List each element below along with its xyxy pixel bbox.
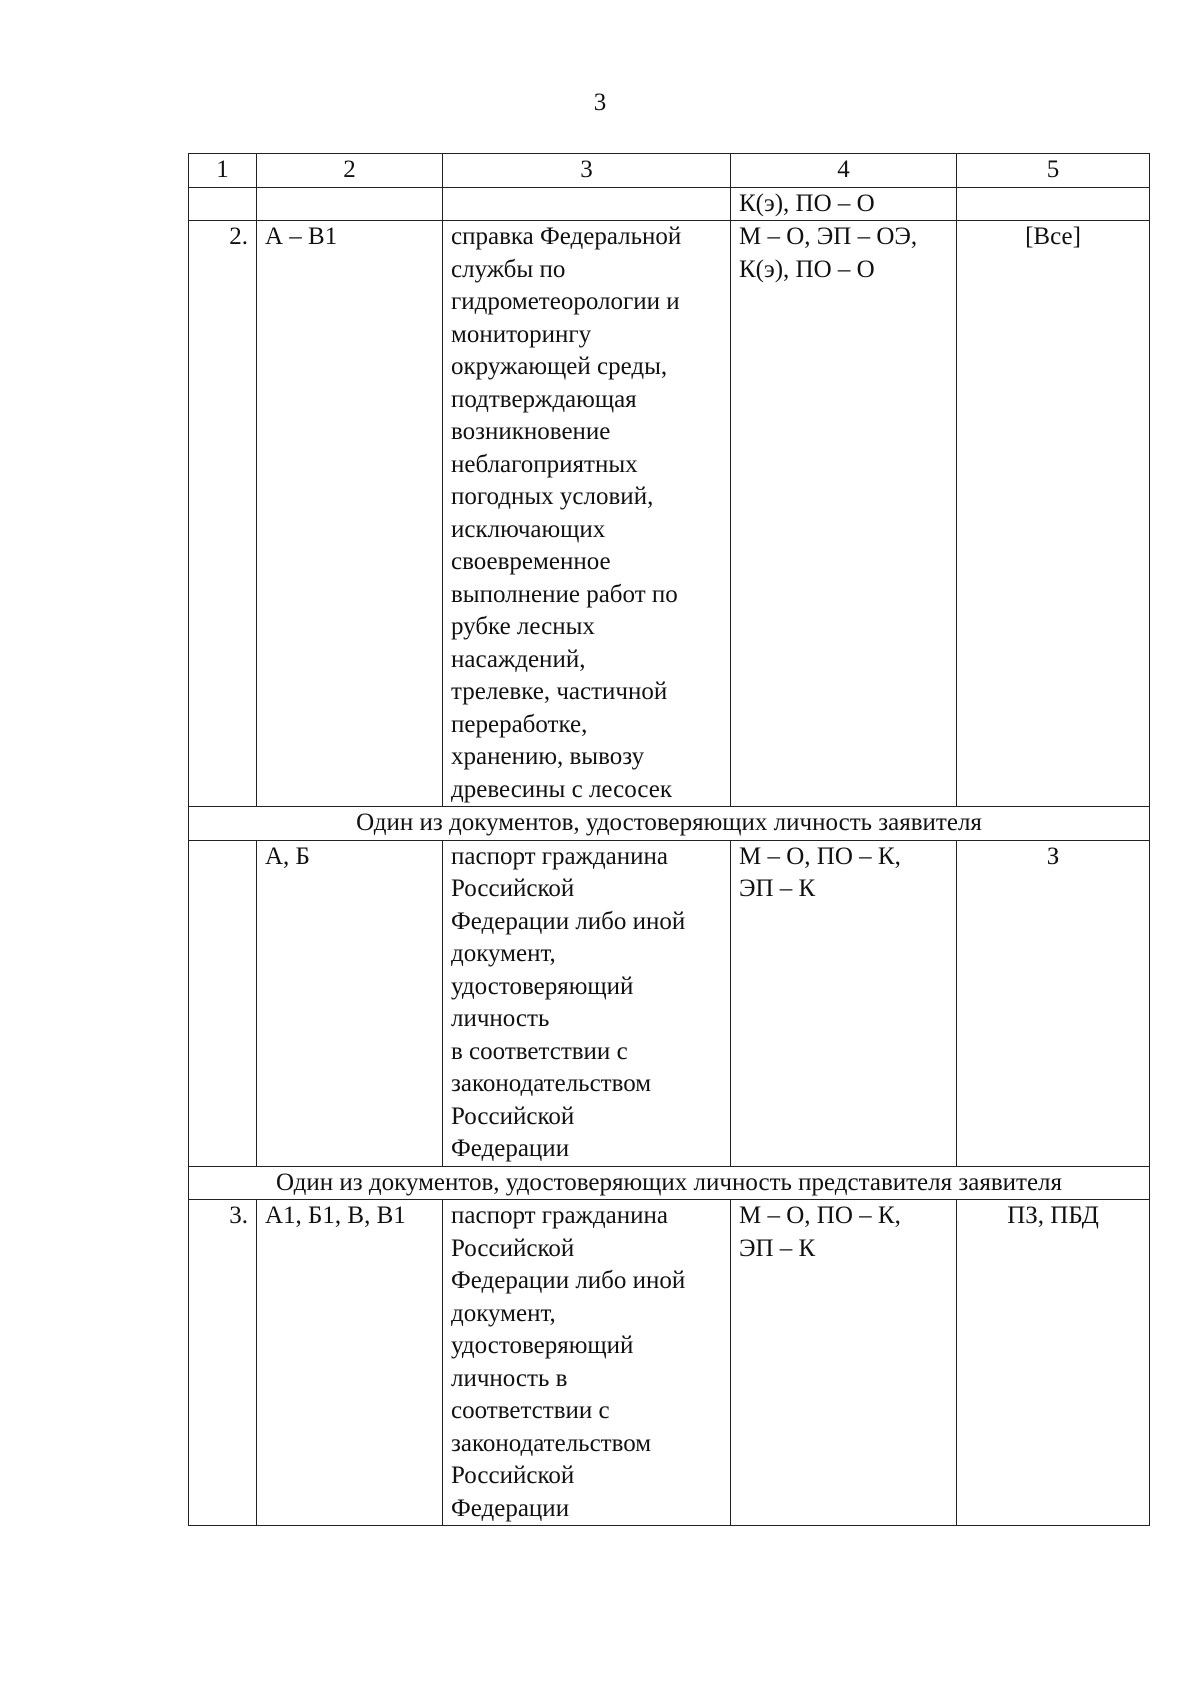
text-line: К(э), ПО – О: [739, 255, 875, 283]
table-section-row: [189, 1166, 1150, 1200]
text-line: ЭП – К: [739, 1234, 816, 1262]
text-line: соответствии с: [451, 1397, 610, 1424]
text-line: Российской: [451, 1102, 575, 1130]
cell-num: 2.: [189, 221, 257, 807]
cell-applicants: А, Б: [257, 840, 443, 1166]
text-line: насаждений,: [451, 645, 586, 673]
text-line: удостоверяющий: [451, 972, 634, 1000]
text-line: мониторингу: [451, 320, 592, 348]
cell-note: ПЗ, ПБД: [957, 1200, 1150, 1526]
text-line: личность в: [451, 1364, 568, 1392]
section-heading: Один из документов, удостоверяющих личность заявителя: [189, 807, 1150, 841]
cell-applicants: А – В1: [257, 221, 443, 807]
table-row-a: [189, 840, 1150, 1166]
cell-note: [Все]: [957, 221, 1150, 807]
text-line: Федерации либо иной: [451, 1267, 686, 1294]
cell-form: [731, 840, 957, 1166]
text-line: справка Федеральной: [451, 223, 682, 250]
text-line: в соответствии с: [451, 1037, 628, 1065]
cell-note: [957, 187, 1150, 221]
cell-document: [443, 1200, 731, 1526]
cell-document: [443, 840, 731, 1166]
table-header-row: [189, 154, 1150, 188]
text-line: Российской: [451, 1234, 575, 1262]
text-line: погодных условий,: [451, 483, 654, 510]
header-cell-2: 2: [257, 154, 443, 188]
text-line: ЭП – К: [739, 875, 816, 902]
cell-form: [731, 221, 957, 807]
text-line: удостоверяющий: [451, 1332, 634, 1359]
table-section-row: [189, 807, 1150, 841]
cell-num: [189, 840, 257, 1166]
text-line: рубке лесных: [451, 613, 595, 640]
cell-document: [443, 221, 731, 807]
text-line: подтверждающая: [451, 385, 637, 413]
text-line: М – О, ЭП – ОЭ,: [739, 223, 918, 250]
text-line: документ,: [451, 940, 556, 967]
cell-form: [731, 1200, 957, 1526]
text-line: возникновение: [451, 418, 611, 445]
table-row-3: [189, 1200, 1150, 1526]
text-line: неблагоприятных: [451, 450, 638, 478]
text-line: М – О, ПО – К,: [739, 1202, 901, 1229]
header-cell-1: 1: [189, 154, 257, 188]
text-line: личность: [451, 1005, 550, 1032]
text-line: окружающей среды,: [451, 353, 668, 380]
text-line: выполнение работ по: [451, 580, 678, 608]
cell-num: [189, 187, 257, 221]
table-row-continuation: [189, 187, 1150, 221]
cell-document: [443, 187, 731, 221]
text-line: хранению, вывозу: [451, 743, 645, 770]
header-cell-5: 5: [957, 154, 1150, 188]
text-line: трелевке, частичной: [451, 678, 668, 705]
header-cell-4: 4: [731, 154, 957, 188]
text-line: документ,: [451, 1299, 556, 1327]
cell-num: 3.: [189, 1200, 257, 1526]
table-row-2: [189, 221, 1150, 807]
text-line: переработке,: [451, 710, 588, 738]
cell-note: З: [957, 840, 1150, 1166]
document-table: [188, 153, 1150, 1526]
text-line: Российской: [451, 1462, 575, 1489]
text-line: Федерации: [451, 1135, 570, 1162]
text-line: Российской: [451, 875, 575, 902]
header-cell-3: 3: [443, 154, 731, 188]
page-number: 3: [593, 89, 607, 116]
text-line: гидрометеорологии и: [451, 288, 680, 315]
cell-applicants: А1, Б1, В, В1: [257, 1200, 443, 1526]
cell-applicants: [257, 187, 443, 221]
text-line: своевременное: [451, 548, 611, 575]
section-heading: Один из документов, удостоверяющих личность представителя заявителя: [189, 1166, 1150, 1200]
text-line: службы по: [451, 255, 566, 283]
text-line: Федерации либо иной: [451, 907, 686, 935]
text-line: Федерации: [451, 1494, 570, 1522]
text-line: М – О, ПО – К,: [739, 842, 901, 870]
text-line: паспорт гражданина: [451, 1202, 668, 1229]
text-line: древесины с лесосек: [451, 775, 672, 803]
text-line: законодательством: [451, 1429, 652, 1457]
text-line: паспорт гражданина: [451, 842, 668, 870]
text-line: законодательством: [451, 1070, 652, 1097]
text-line: исключающих: [451, 515, 606, 543]
cell-form: К(э), ПО – О: [731, 187, 957, 221]
